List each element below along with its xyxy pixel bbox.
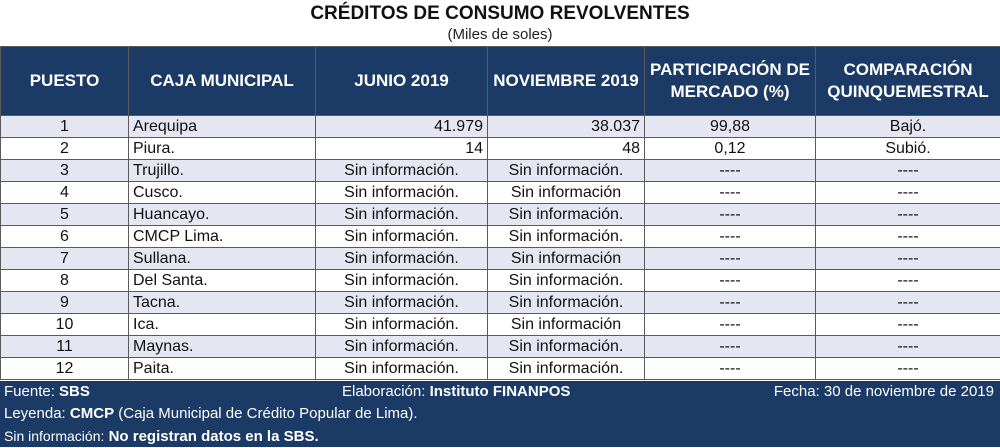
cell-puesto: 2 [1, 138, 129, 160]
header-participacion: PARTICIPACIÓN DE MERCADO (%) [645, 47, 816, 116]
cell-noviembre: Sin información [488, 182, 645, 204]
cell-puesto: 1 [1, 116, 129, 138]
cell-puesto: 10 [1, 314, 129, 336]
header-caja-municipal: CAJA MUNICIPAL [129, 47, 316, 116]
cell-junio: Sin información. [316, 314, 488, 336]
cell-comparacion: ---- [816, 270, 1000, 292]
fuente-value: SBS [59, 383, 90, 400]
cell-noviembre: 38.037 [488, 116, 645, 138]
table-row [1, 204, 1000, 226]
cell-caja: Ica. [129, 314, 316, 336]
cell-junio: Sin información. [316, 226, 488, 248]
credits-table [0, 46, 1000, 380]
cell-caja: Maynas. [129, 336, 316, 358]
cell-comparacion: ---- [816, 204, 1000, 226]
leyenda-value: CMCP [70, 405, 114, 422]
table-row [1, 314, 1000, 336]
cell-noviembre: Sin información [488, 248, 645, 270]
cell-junio: Sin información. [316, 248, 488, 270]
sininfo-label: Sin información: [4, 428, 104, 444]
table-row [1, 248, 1000, 270]
cell-comparacion: ---- [816, 314, 1000, 336]
table-row [1, 358, 1000, 380]
table-row [1, 292, 1000, 314]
fuente-label: Fuente: [4, 383, 55, 400]
cell-caja: Sullana. [129, 248, 316, 270]
cell-participacion: ---- [645, 160, 816, 182]
cell-noviembre: 48 [488, 138, 645, 160]
elaboracion-value: Instituto FINANPOS [430, 383, 571, 400]
table-row [1, 116, 1000, 138]
cell-puesto: 8 [1, 270, 129, 292]
cell-junio: Sin información. [316, 292, 488, 314]
table-row [1, 270, 1000, 292]
cell-caja: Huancayo. [129, 204, 316, 226]
fecha-text: Fecha: 30 de noviembre de 2019 [774, 381, 994, 403]
header-puesto: PUESTO [1, 47, 129, 116]
cell-junio: Sin información. [316, 358, 488, 380]
cell-junio: Sin información. [316, 270, 488, 292]
title-block [0, 0, 1000, 46]
sininfo-value: No registran datos en la SBS. [109, 428, 319, 445]
cell-participacion: 0,12 [645, 138, 816, 160]
cell-puesto: 12 [1, 358, 129, 380]
cell-comparacion: ---- [816, 358, 1000, 380]
cell-puesto: 5 [1, 204, 129, 226]
table-row [1, 160, 1000, 182]
leyenda-desc: (Caja Municipal de Crédito Popular de Lima). [118, 405, 417, 422]
cell-puesto: 3 [1, 160, 129, 182]
table-body [1, 116, 1000, 380]
cell-caja: CMCP Lima. [129, 226, 316, 248]
cell-noviembre: Sin información [488, 314, 645, 336]
cell-caja: Piura. [129, 138, 316, 160]
cell-puesto: 7 [1, 248, 129, 270]
cell-junio: Sin información. [316, 204, 488, 226]
cell-comparacion: ---- [816, 160, 1000, 182]
header-comparacion: COMPARACIÓN QUINQUEMESTRAL [816, 47, 1000, 116]
cell-comparacion: Subió. [816, 138, 1000, 160]
cell-puesto: 6 [1, 226, 129, 248]
cell-noviembre: Sin información. [488, 292, 645, 314]
cell-noviembre: Sin información. [488, 358, 645, 380]
cell-noviembre: Sin información. [488, 160, 645, 182]
cell-caja: Paita. [129, 358, 316, 380]
footer [0, 381, 1000, 447]
cell-caja: Cusco. [129, 182, 316, 204]
leyenda-label: Leyenda: [4, 405, 66, 422]
cell-noviembre: Sin información. [488, 270, 645, 292]
cell-participacion: ---- [645, 248, 816, 270]
cell-comparacion: ---- [816, 248, 1000, 270]
cell-caja: Tacna. [129, 292, 316, 314]
cell-participacion: ---- [645, 226, 816, 248]
footer-row-2 [0, 403, 1000, 425]
elaboracion [342, 381, 570, 403]
cell-junio: Sin información. [316, 160, 488, 182]
table-row [1, 138, 1000, 160]
cell-participacion: ---- [645, 182, 816, 204]
table-row [1, 182, 1000, 204]
cell-junio: 14 [316, 138, 488, 160]
cell-caja: Trujillo. [129, 160, 316, 182]
cell-puesto: 11 [1, 336, 129, 358]
cell-puesto: 9 [1, 292, 129, 314]
cell-participacion: ---- [645, 358, 816, 380]
header-noviembre-2019: NOVIEMBRE 2019 [488, 47, 645, 116]
cell-participacion: ---- [645, 204, 816, 226]
footer-row-1 [0, 381, 1000, 403]
table-row [1, 336, 1000, 358]
cell-participacion: ---- [645, 292, 816, 314]
cell-puesto: 4 [1, 182, 129, 204]
cell-junio: Sin información. [316, 182, 488, 204]
cell-noviembre: Sin información. [488, 226, 645, 248]
cell-participacion: ---- [645, 336, 816, 358]
cell-comparacion: ---- [816, 292, 1000, 314]
cell-comparacion: Bajó. [816, 116, 1000, 138]
cell-junio: Sin información. [316, 336, 488, 358]
header-row [1, 47, 1000, 116]
cell-participacion: ---- [645, 270, 816, 292]
cell-participacion: 99,88 [645, 116, 816, 138]
cell-comparacion: ---- [816, 336, 1000, 358]
elaboracion-label: Elaboración: [342, 383, 425, 400]
cell-caja: Arequipa [129, 116, 316, 138]
cell-junio: 41.979 [316, 116, 488, 138]
cell-noviembre: Sin información. [488, 204, 645, 226]
table-row [1, 226, 1000, 248]
table-subtitle: (Miles de soles) [0, 26, 1000, 44]
cell-participacion: ---- [645, 314, 816, 336]
table-title: CRÉDITOS DE CONSUMO REVOLVENTES [0, 0, 1000, 26]
footer-row-3 [0, 425, 1000, 447]
cell-comparacion: ---- [816, 226, 1000, 248]
header-junio-2019: JUNIO 2019 [316, 47, 488, 116]
cell-comparacion: ---- [816, 182, 1000, 204]
cell-noviembre: Sin información. [488, 336, 645, 358]
cell-caja: Del Santa. [129, 270, 316, 292]
